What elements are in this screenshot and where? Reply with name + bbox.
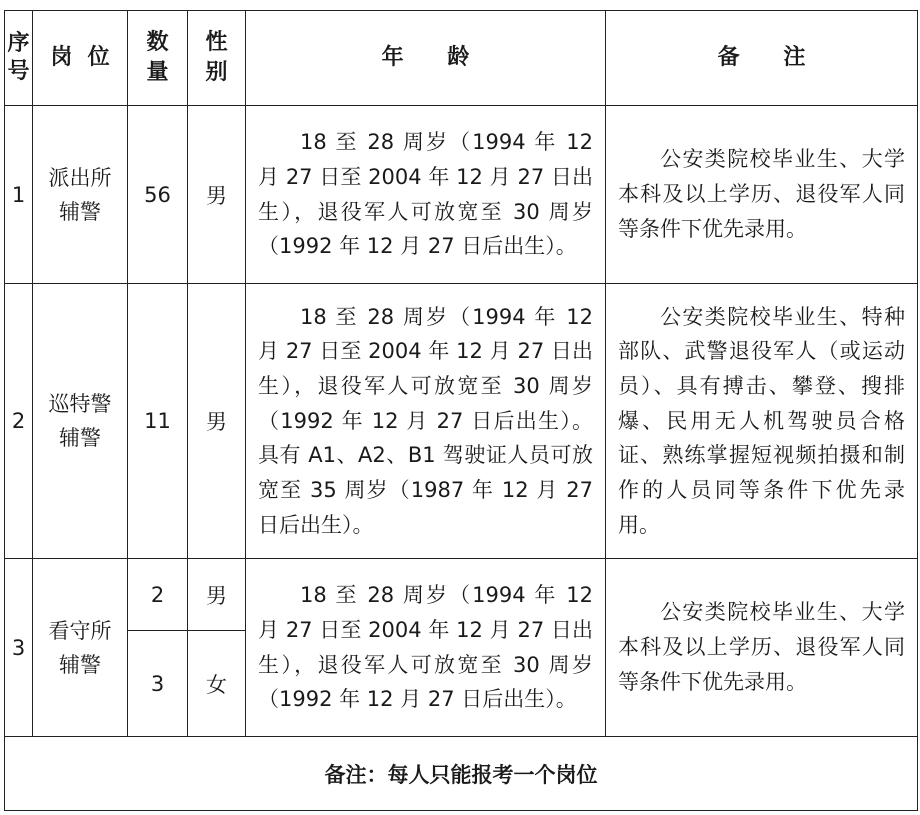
row-remark: 公安类院校毕业生、特种部队、武警退役军人（或运动员）、具有搏击、攀登、搜排爆、民用无人机驾驶员合格证、熟练掌握短视频拍摄和制作的人员同等条件下优先录用。 xyxy=(606,284,918,559)
header-remark: 备 注 xyxy=(606,11,918,106)
header-count: 数量 xyxy=(128,11,188,106)
row-seq: 2 xyxy=(5,284,33,559)
header-position: 岗 位 xyxy=(33,11,128,106)
row-seq: 3 xyxy=(5,559,33,737)
table-row xyxy=(5,284,918,559)
row-age: 18 至 28 周岁（1994 年 12 月 27 日至 2004 年 12 月 27 日出生），退役军人可放宽至 30 周岁（1992 年 12 月 27 日后出生）。 xyxy=(246,559,606,737)
recruitment-table xyxy=(4,10,918,811)
row-gender-male: 男 xyxy=(188,559,246,631)
row-position: 看守所辅警 xyxy=(33,559,128,737)
header-age: 年 龄 xyxy=(246,11,606,106)
row-remark: 公安类院校毕业生、大学本科及以上学历、退役军人同等条件下优先录用。 xyxy=(606,559,918,737)
row-position: 巡特警辅警 xyxy=(33,284,128,559)
row-count-male: 2 xyxy=(128,559,188,631)
table-row xyxy=(5,559,918,631)
row-remark: 公安类院校毕业生、大学本科及以上学历、退役军人同等条件下优先录用。 xyxy=(606,106,918,284)
row-count-female: 3 xyxy=(128,631,188,737)
row-age: 18 至 28 周岁（1994 年 12 月 27 日至 2004 年 12 月 27 日出生），退役军人可放宽至 30 周岁（1992 年 12 月 27 日后出生）。 xyxy=(246,106,606,284)
header-row xyxy=(5,11,918,106)
row-position: 派出所辅警 xyxy=(33,106,128,284)
row-gender-female: 女 xyxy=(188,631,246,737)
table-row xyxy=(5,106,918,284)
header-seq: 序号 xyxy=(5,11,33,106)
row-count: 11 xyxy=(128,284,188,559)
row-gender: 男 xyxy=(188,106,246,284)
row-seq: 1 xyxy=(5,106,33,284)
row-age: 18 至 28 周岁（1994 年 12 月 27 日至 2004 年 12 月 27 日出生），退役军人可放宽至 30 周岁（1992 年 12 月 27 日后出生）。具有 A1、A2、B1 驾驶证人员可放宽至 35 周岁（1987 年 12 月 27 日后出生）。 xyxy=(246,284,606,559)
row-gender: 男 xyxy=(188,284,246,559)
footer-row xyxy=(5,737,918,811)
footer-note: 备注：每人只能报考一个岗位 xyxy=(5,737,918,811)
header-gender: 性别 xyxy=(188,11,246,106)
row-count: 56 xyxy=(128,106,188,284)
